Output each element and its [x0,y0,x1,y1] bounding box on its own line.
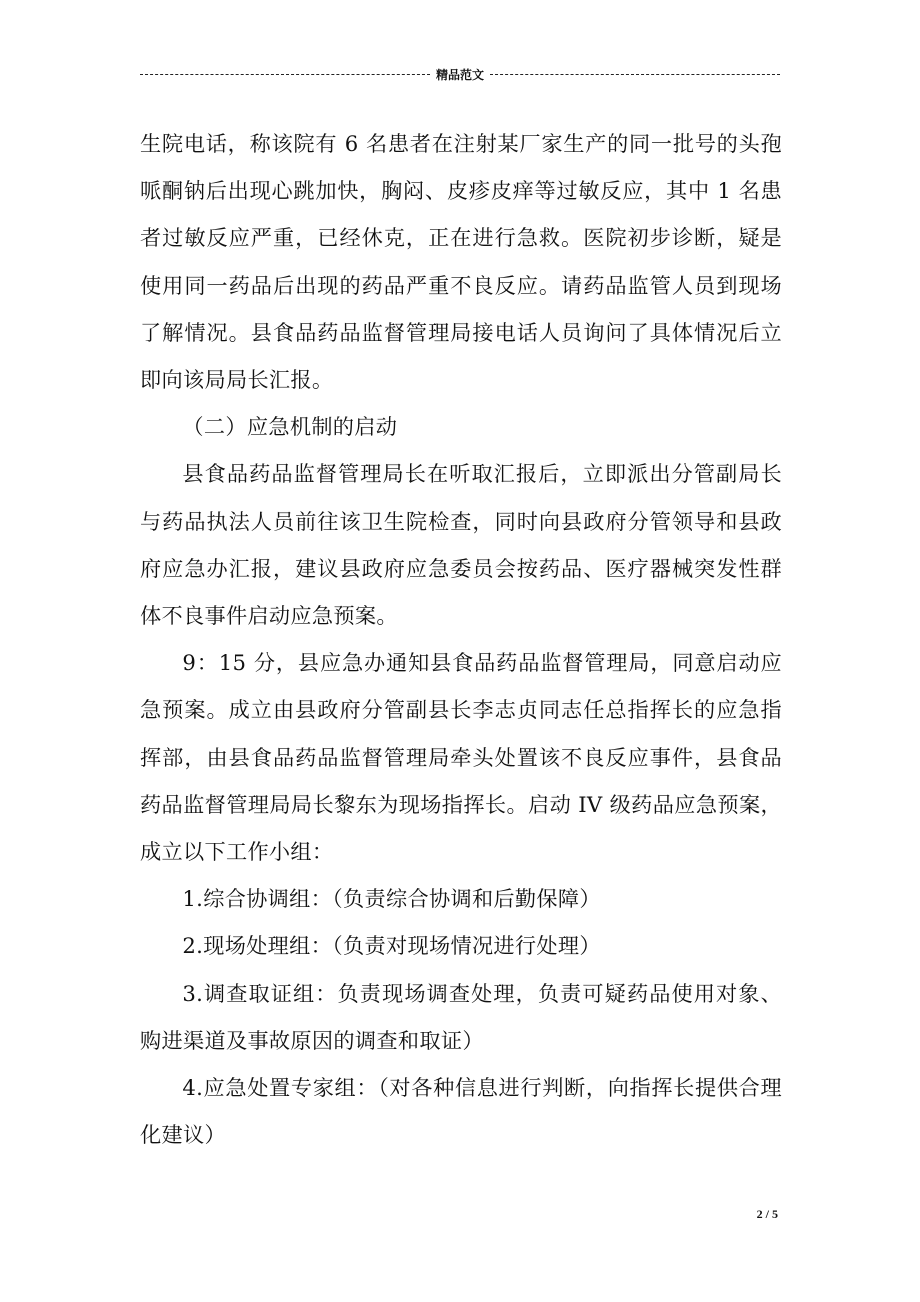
page-header [140,62,780,86]
paragraph: 县食品药品监督管理局长在听取汇报后，立即派出分管副局长与药品执法人员前往该卫生院检查，同时向县政府分管领导和县政府应急办汇报，建议县政府应急委员会按药品、医疗器械突发性群体不良事件启动应急预案。 [140,461,782,629]
list-item: 1.综合协调组：（负责综合协调和后勤保障） [182,886,601,912]
list-item: 4.应急处置专家组：（对各种信息进行判断，向指挥长提供合理化建议） [140,1075,782,1148]
document-body [140,120,782,1158]
header-dashed-rule-right [490,74,780,75]
list-item: 3.调查取证组：负责现场调查处理，负责可疑药品使用对象、购进渠道及事故原因的调查和取证） [140,980,782,1053]
header-title: 精品范文 [436,67,485,82]
paragraph-continuation: 生院电话，称该院有 6 名患者在注射某厂家生产的同一批号的头孢哌酮钠后出现心跳加快，胸闷、皮疹皮痒等过敏反应，其中 1 名患者过敏反应严重，已经休克，正在进行急救。医院初步诊断，疑是使用同一药品后出现的药品严重不良反应。请药品监管人员到现场了解情况。县食品药品监督管理局接电话人员询问了具体情况后立即向该局局长汇报。 [140,131,782,393]
paragraph: 9：15 分，县应急办通知县食品药品监督管理局，同意启动应急预案。成立由县政府分管副县长李志贞同志任总指挥长的应急指挥部，由县食品药品监督管理局牵头处置该不良反应事件，县食品药品监督管理局局长黎东为现场指挥长。启动 IV 级药品应急预案，成立以下工作小组： [140,650,782,865]
list-item: 2.现场处理组：（负责对现场情况进行处理） [182,933,601,959]
section-heading: （二）应急机制的启动 [182,414,398,440]
page-number: 2 / 5 [756,1207,778,1221]
header-dashed-rule-left [140,74,430,75]
